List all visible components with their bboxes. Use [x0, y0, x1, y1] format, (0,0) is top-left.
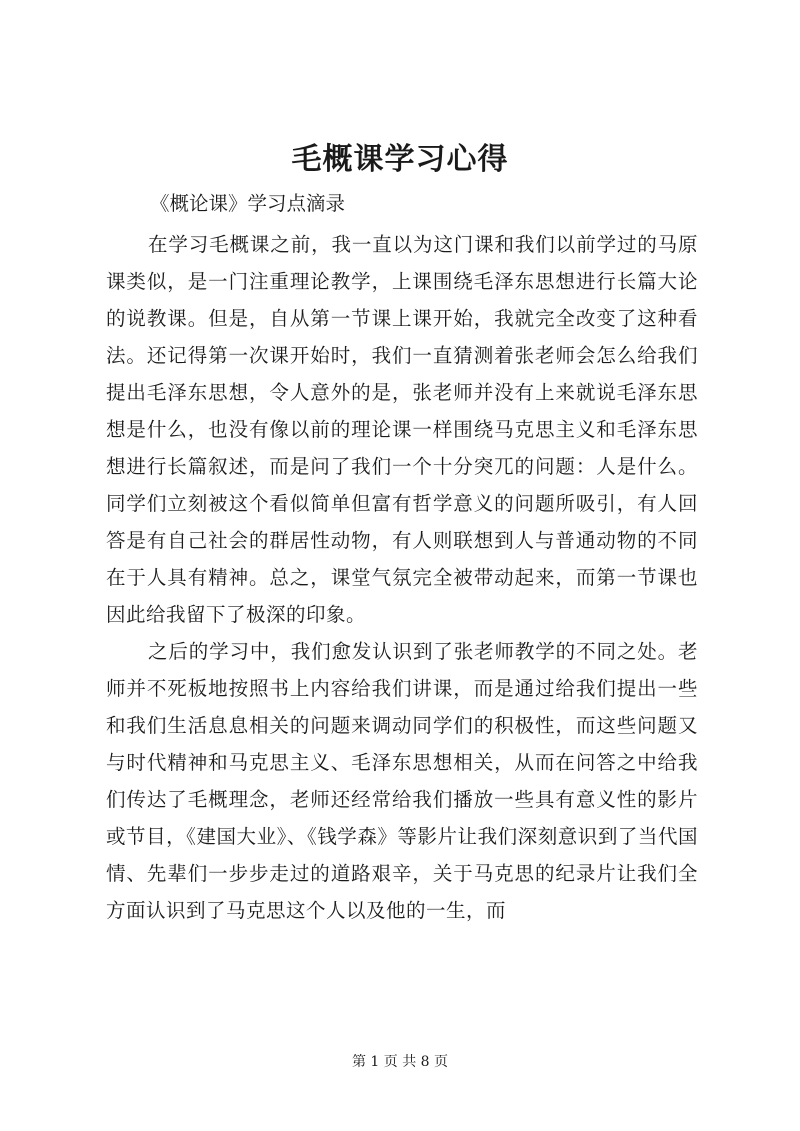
- document-title: 毛概课学习心得: [291, 142, 509, 177]
- paragraph: 之后的学习中，我们愈发认识到了张老师教学的不同之处。老师并不死板地按照书上内容给我们讲课，而是通过给我们提出一些和我们生活息息相关的问题来调动同学们的积极性，而这些问题又与时代精神和马克思主义、毛泽东思想相关，从而在问答之中给我们传达了毛概理念，老师还经常给我们播放一些具有意义性的影片或节目，《建国大业》、《钱学森》等影片让我们深刻意识到了当代国情、先辈们一步步走过的道路艰辛，关于马克思的纪录片让我们全方面认识到了马克思这个人以及他的一生，而: [106, 640, 698, 922]
- document-body: [106, 226, 698, 929]
- paragraph: 在学习毛概课之前，我一直以为这门课和我们以前学过的马原课类似，是一门注重理论教学，上课围绕毛泽东思想进行长篇大论的说教课。但是，自从第一节课上课开始，我就完全改变了这种看法。还记得第一次课开始时，我们一直猜测着张老师会怎么给我们提出毛泽东思想，令人意外的是，张老师并没有上来就说毛泽东思想是什么，也没有像以前的理论课一样围绕马克思主义和毛泽东思想进行长篇叙述，而是问了我们一个十分突兀的问题：人是什么。同学们立刻被这个看似简单但富有哲学意义的问题所吸引，有人回答是有自己社会的群居性动物，有人则联想到人与普通动物的不同在于人具有精神。总之，课堂气氛完全被带动起来，而第一节课也因此给我留下了极深的印象。: [106, 233, 698, 626]
- page-number: 第 1 页 共 8 页: [351, 1054, 449, 1070]
- document-subtitle: 《概论课》学习点滴录: [150, 192, 346, 215]
